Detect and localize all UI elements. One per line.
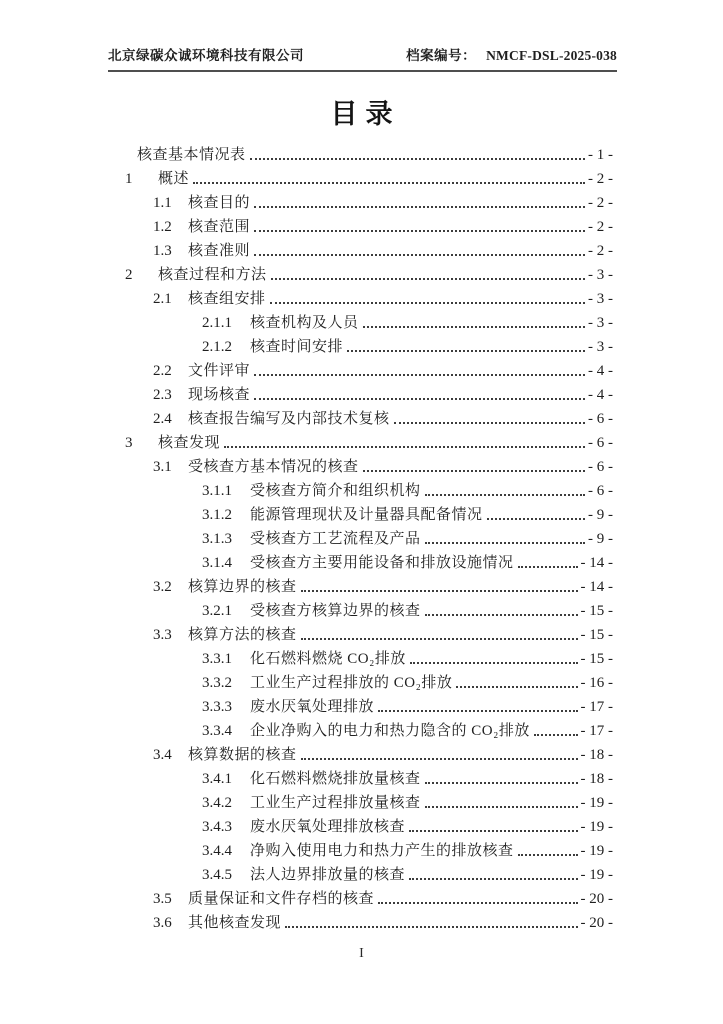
toc-entry[interactable] xyxy=(108,428,613,452)
toc-entry-page: - 2 - xyxy=(588,195,613,211)
toc-entry[interactable] xyxy=(108,548,613,572)
toc-entry-page: - 2 - xyxy=(588,243,613,259)
toc-dot-leader xyxy=(425,806,578,808)
toc-entry-title: 核查基本情况表 xyxy=(137,147,246,163)
toc-entry[interactable] xyxy=(108,740,613,764)
toc-entry-title: 化石燃料燃烧 CO₂排放 xyxy=(250,651,406,667)
toc-entry-page: - 20 - xyxy=(580,915,613,931)
toc-entry-title: 核查发现 xyxy=(158,435,221,451)
toc-entry-title: 废水厌氧处理排放 xyxy=(250,699,375,715)
toc-dot-leader xyxy=(254,230,585,232)
toc-entry[interactable] xyxy=(108,140,613,164)
toc-entry[interactable] xyxy=(108,596,613,620)
toc-dot-leader xyxy=(518,566,578,568)
toc-entry-title: 受核查方简介和组织机构 xyxy=(250,483,421,499)
toc-entry-page: - 17 - xyxy=(580,723,613,739)
toc-entry-title: 现场核查 xyxy=(188,387,251,403)
toc-entry[interactable] xyxy=(108,908,613,932)
toc-entry-number: 1 xyxy=(125,171,133,187)
toc-entry[interactable] xyxy=(108,764,613,788)
toc-entry-title: 受核查方核算边界的核查 xyxy=(250,603,421,619)
toc-dot-leader xyxy=(425,782,578,784)
toc-entry-title: 工业生产过程排放量核查 xyxy=(250,795,421,811)
toc-dot-leader xyxy=(425,494,585,496)
toc-dot-leader xyxy=(534,734,578,736)
toc-entry[interactable] xyxy=(108,788,613,812)
toc-entry[interactable] xyxy=(108,332,613,356)
toc-entry-page: - 3 - xyxy=(588,315,613,331)
toc-entry[interactable] xyxy=(108,188,613,212)
toc-dot-leader xyxy=(301,758,578,760)
toc-entry-page: - 1 - xyxy=(588,147,613,163)
toc-entry-number: 1.1 xyxy=(153,195,172,211)
toc-entry[interactable] xyxy=(108,308,613,332)
toc-entry-page: - 14 - xyxy=(580,579,613,595)
toc-dot-leader xyxy=(409,830,577,832)
toc-entry[interactable] xyxy=(108,236,613,260)
toc-entry-title: 核查组安排 xyxy=(188,291,266,307)
toc-entry-number: 3.4.1 xyxy=(202,771,232,787)
toc-dot-leader xyxy=(378,710,577,712)
toc-entry[interactable] xyxy=(108,284,613,308)
toc-entry[interactable] xyxy=(108,404,613,428)
toc-entry-page: - 6 - xyxy=(588,435,613,451)
toc-dot-leader xyxy=(394,422,585,424)
toc-entry-page: - 19 - xyxy=(580,867,613,883)
toc-entry-number: 3.1.1 xyxy=(202,483,232,499)
toc-entry[interactable] xyxy=(108,476,613,500)
toc-entry-title: 文件评审 xyxy=(188,363,251,379)
toc-entry-page: - 15 - xyxy=(580,651,613,667)
toc-entry-title: 核查报告编写及内部技术复核 xyxy=(188,411,390,427)
toc-entry-page: - 18 - xyxy=(580,771,613,787)
toc-dot-leader xyxy=(301,638,578,640)
archive-number-label: 档案编号： xyxy=(406,48,477,63)
toc-entry-title: 核查范围 xyxy=(188,219,251,235)
toc-entry-number: 3.3.3 xyxy=(202,699,232,715)
toc-dot-leader xyxy=(271,278,585,280)
toc-list xyxy=(108,140,613,932)
toc-entry-number: 1.2 xyxy=(153,219,172,235)
toc-dot-leader xyxy=(193,182,585,184)
toc-entry-title: 法人边界排放量的核查 xyxy=(250,867,406,883)
toc-entry-title: 核查准则 xyxy=(188,243,251,259)
toc-dot-leader xyxy=(285,926,577,928)
toc-entry-page: - 17 - xyxy=(580,699,613,715)
toc-entry-page: - 14 - xyxy=(580,555,613,571)
toc-entry-number: 3.4.5 xyxy=(202,867,232,883)
toc-entry-number: 3.3.4 xyxy=(202,723,232,739)
toc-entry[interactable] xyxy=(108,452,613,476)
toc-entry-title: 核查机构及人员 xyxy=(250,315,359,331)
toc-entry-page: - 9 - xyxy=(588,531,613,547)
toc-entry-number: 3.2.1 xyxy=(202,603,232,619)
toc-entry-number: 2.3 xyxy=(153,387,172,403)
toc-dot-leader xyxy=(254,206,585,208)
page-header xyxy=(108,44,617,72)
toc-entry-title: 核查过程和方法 xyxy=(158,267,267,283)
toc-dot-leader xyxy=(456,686,577,688)
toc-entry-page: - 2 - xyxy=(588,171,613,187)
toc-dot-leader xyxy=(410,662,578,664)
toc-entry-number: 3.3.1 xyxy=(202,651,232,667)
toc-entry-number: 3.4.4 xyxy=(202,843,232,859)
toc-entry-number: 3.1 xyxy=(153,459,172,475)
toc-entry-title: 废水厌氧处理排放核查 xyxy=(250,819,406,835)
toc-entry-title: 其他核查发现 xyxy=(188,915,282,931)
toc-entry[interactable] xyxy=(108,356,613,380)
toc-dot-leader xyxy=(487,518,585,520)
toc-entry-number: 3 xyxy=(125,435,133,451)
toc-dot-leader xyxy=(254,398,585,400)
toc-entry[interactable] xyxy=(108,668,613,692)
toc-entry-page: - 19 - xyxy=(580,819,613,835)
toc-dot-leader xyxy=(425,542,585,544)
toc-entry-page: - 20 - xyxy=(580,891,613,907)
toc-dot-leader xyxy=(254,254,585,256)
page-number-footer: I xyxy=(359,946,364,961)
toc-dot-leader xyxy=(301,590,578,592)
toc-entry[interactable] xyxy=(108,572,613,596)
toc-entry-page: - 3 - xyxy=(588,267,613,283)
toc-entry-number: 3.5 xyxy=(153,891,172,907)
toc-dot-leader xyxy=(347,350,585,352)
toc-entry-page: - 4 - xyxy=(588,363,613,379)
toc-entry[interactable] xyxy=(108,884,613,908)
toc-entry-number: 2.1 xyxy=(153,291,172,307)
toc-dot-leader xyxy=(378,902,577,904)
toc-entry-page: - 3 - xyxy=(588,291,613,307)
toc-entry-page: - 18 - xyxy=(580,747,613,763)
toc-entry-number: 3.3.2 xyxy=(202,675,232,691)
toc-entry-page: - 3 - xyxy=(588,339,613,355)
toc-entry[interactable] xyxy=(108,716,613,740)
toc-entry[interactable] xyxy=(108,380,613,404)
toc-entry[interactable] xyxy=(108,692,613,716)
toc-entry-title: 受核查方基本情况的核查 xyxy=(188,459,359,475)
toc-entry-page: - 6 - xyxy=(588,483,613,499)
toc-entry-number: 3.6 xyxy=(153,915,172,931)
toc-entry-number: 3.3 xyxy=(153,627,172,643)
toc-entry-title: 核算方法的核查 xyxy=(188,627,297,643)
toc-entry[interactable] xyxy=(108,164,613,188)
toc-entry-page: - 6 - xyxy=(588,459,613,475)
toc-entry[interactable] xyxy=(108,644,613,668)
toc-entry-page: - 15 - xyxy=(580,627,613,643)
page-title: 目录 xyxy=(330,99,401,129)
toc-entry-title: 质量保证和文件存档的核查 xyxy=(188,891,375,907)
toc-dot-leader xyxy=(363,326,585,328)
toc-entry[interactable] xyxy=(108,212,613,236)
toc-entry-title: 核算边界的核查 xyxy=(188,579,297,595)
toc-entry-number: 3.1.2 xyxy=(202,507,232,523)
toc-entry-number: 3.4.3 xyxy=(202,819,232,835)
toc-entry[interactable] xyxy=(108,500,613,524)
toc-entry-page: - 2 - xyxy=(588,219,613,235)
toc-entry-title: 受核查方主要用能设备和排放设施情况 xyxy=(250,555,514,571)
toc-entry-title: 企业净购入的电力和热力隐含的 CO₂排放 xyxy=(250,723,530,739)
toc-entry-number: 3.1.4 xyxy=(202,555,232,571)
toc-entry-page: - 15 - xyxy=(580,603,613,619)
toc-entry[interactable] xyxy=(108,524,613,548)
toc-entry-number: 2.2 xyxy=(153,363,172,379)
toc-dot-leader xyxy=(425,614,578,616)
archive-number xyxy=(406,44,617,64)
toc-dot-leader xyxy=(254,374,585,376)
toc-dot-leader xyxy=(363,470,585,472)
toc-dot-leader xyxy=(518,854,578,856)
toc-entry-page: - 16 - xyxy=(580,675,613,691)
toc-entry[interactable] xyxy=(108,836,613,860)
toc-entry-page: - 19 - xyxy=(580,795,613,811)
toc-entry-page: - 4 - xyxy=(588,387,613,403)
toc-entry-title: 化石燃料燃烧排放量核查 xyxy=(250,771,421,787)
toc-entry-number: 3.4 xyxy=(153,747,172,763)
toc-dot-leader xyxy=(224,446,585,448)
company-name: 北京绿碳众诚环境科技有限公司 xyxy=(108,48,304,63)
toc-entry-title: 能源管理现状及计量器具配备情况 xyxy=(250,507,483,523)
toc-entry-number: 2 xyxy=(125,267,133,283)
toc-entry-number: 3.4.2 xyxy=(202,795,232,811)
toc-entry-title: 核算数据的核查 xyxy=(188,747,297,763)
toc-entry-page: - 19 - xyxy=(580,843,613,859)
toc-entry-title: 工业生产过程排放的 CO₂排放 xyxy=(250,675,453,691)
toc-entry-page: - 9 - xyxy=(588,507,613,523)
toc-entry-number: 3.1.3 xyxy=(202,531,232,547)
toc-entry-number: 1.3 xyxy=(153,243,172,259)
toc-entry-number: 2.4 xyxy=(153,411,172,427)
toc-entry-number: 2.1.2 xyxy=(202,339,232,355)
toc-entry-title: 核查目的 xyxy=(188,195,251,211)
toc-entry-title: 核查时间安排 xyxy=(250,339,344,355)
toc-entry[interactable] xyxy=(108,620,613,644)
toc-dot-leader xyxy=(409,878,577,880)
toc-entry-page: - 6 - xyxy=(588,411,613,427)
toc-entry-number: 3.2 xyxy=(153,579,172,595)
toc-entry-title: 概述 xyxy=(158,171,190,187)
toc-entry-title: 受核查方工艺流程及产品 xyxy=(250,531,421,547)
toc-entry-number: 2.1.1 xyxy=(202,315,232,331)
toc-entry[interactable] xyxy=(108,860,613,884)
toc-entry[interactable] xyxy=(108,812,613,836)
toc-entry[interactable] xyxy=(108,260,613,284)
toc-dot-leader xyxy=(250,158,585,160)
archive-number-value: NMCF-DSL-2025-038 xyxy=(486,48,617,63)
toc-entry-title: 净购入使用电力和热力产生的排放核查 xyxy=(250,843,514,859)
toc-dot-leader xyxy=(270,302,585,304)
